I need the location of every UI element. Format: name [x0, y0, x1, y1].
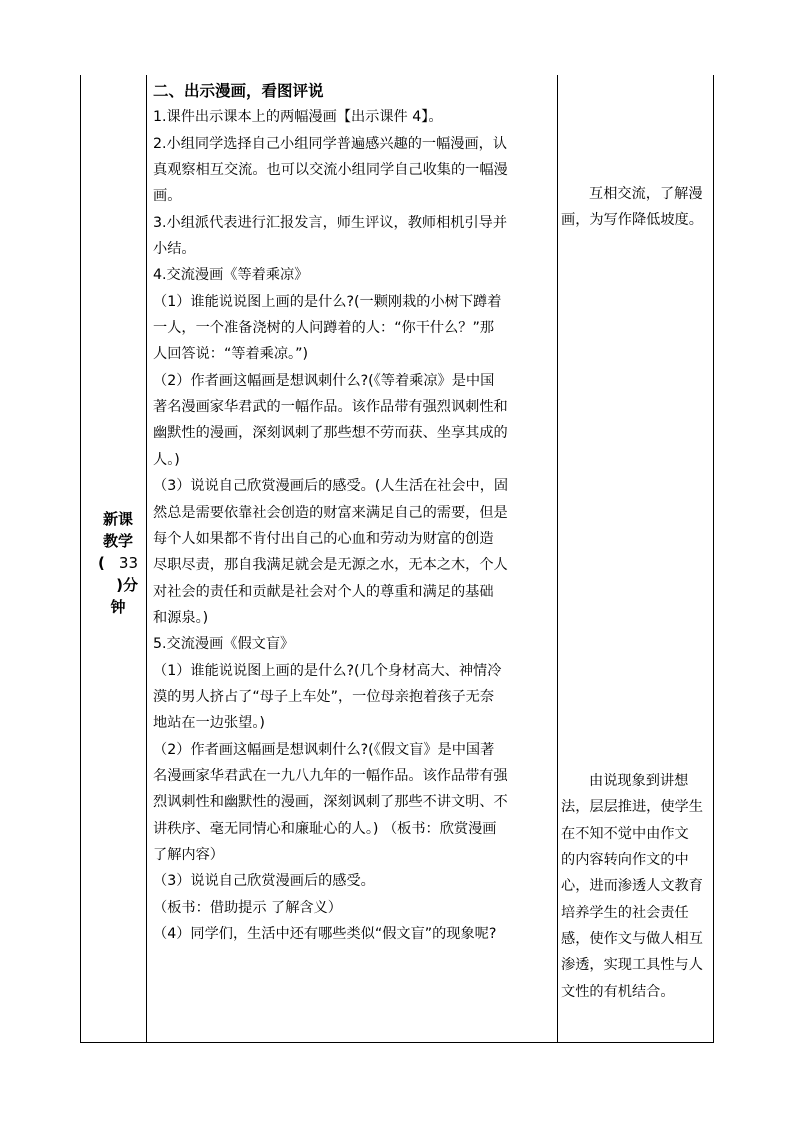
content-line: 著名漫画家华君武的一幅作品。该作品带有强烈讽刺性和 [153, 399, 508, 416]
content-line: 1.课件出示课本上的两幅漫画【出示课件 4】。 [153, 109, 443, 126]
note-line: 培养学生的社会责任 [561, 904, 689, 921]
content-line: 然总是需要依靠社会创造的财富来满足自己的需要，但是 [153, 504, 508, 521]
note-line: 的内容转向作文的中 [561, 852, 689, 869]
content-line: 地站在一边张望。) [153, 715, 265, 732]
table-divider-2 [557, 75, 558, 1043]
note-line: 文性的有机结合。 [561, 983, 675, 1000]
content-line: （2）作者画这幅画是想讽刺什么?(《假文盲》是中国著 [153, 741, 495, 758]
content-line: 5.交流漫画《假文盲》 [153, 636, 295, 653]
table-border-left [80, 75, 81, 1043]
note-line: 互相交流，了解漫 [589, 186, 703, 202]
teaching-content [153, 78, 553, 947]
content-line: 真观察相互交流。也可以交流小组同学自己收集的一幅漫 [153, 162, 508, 179]
content-line: 3.小组派代表进行汇报发言，师生评议，教师相机引导并 [153, 214, 508, 231]
section-heading: 二、出示漫画，看图评说 [153, 82, 324, 100]
content-line: （2）作者画这幅画是想讽刺什么?(《等着乘凉》是中国 [153, 372, 495, 389]
note-line: 感，使作文与做人相互 [561, 931, 703, 948]
note-line: 由说现象到讲想 [589, 773, 689, 789]
content-line: （1）谁能说说图上画的是什么?(一颗刚栽的小树下蹲着 [153, 293, 502, 310]
content-line: 小结。 [153, 241, 196, 258]
note-line: 在不知不觉中由作文 [561, 825, 689, 842]
content-line: （4）同学们，生活中还有哪些类似“假文盲”的现象呢? [153, 926, 497, 942]
design-intent-note-2 [561, 768, 714, 1005]
content-line: 人。) [153, 451, 180, 468]
content-line: 画。 [153, 188, 182, 205]
content-line: 4.交流漫画《等着乘凉》 [153, 267, 309, 284]
content-line: 了解内容） [153, 846, 224, 863]
section-label-line: 钟 [110, 598, 126, 616]
design-intent-note-1 [561, 181, 714, 234]
table-divider-1 [146, 75, 147, 1043]
content-line: 幽默性的漫画，深刻讽刺了那些想不劳而获、坐享其成的 [153, 425, 508, 442]
section-label-line: 33 [118, 554, 138, 572]
content-line: 人回答说：“等着乘凉。”) [153, 346, 309, 363]
content-line: 2.小组同学选择自己小组同学普遍感兴趣的一幅漫画，认 [153, 135, 508, 152]
table-border-bottom [80, 1042, 714, 1043]
content-line: 一人，一个准备浇树的人问蹲着的人：“你干什么？”那 [153, 320, 495, 337]
section-label-line: )分 [116, 576, 138, 594]
content-line: 名漫画家华君武在一九八九年的一幅作品。该作品带有强 [153, 767, 508, 784]
section-label-duration [98, 552, 138, 574]
section-label-line: ( [98, 554, 105, 572]
content-line: （3）说说自己欣赏漫画后的感受。 [153, 873, 375, 890]
content-line: 每个人如果都不肯付出自己的心血和劳动为财富的创造 [153, 530, 494, 547]
content-line: 和源泉。) [153, 609, 209, 626]
note-line: 法，层层推进，使学生 [561, 799, 703, 816]
section-label-line: 新课 [102, 510, 133, 528]
note-line: 心，进而渗透人文教育 [561, 878, 703, 895]
note-line: 画，为写作降低坡度。 [561, 212, 703, 229]
section-label [98, 508, 138, 618]
section-label-line: 教学 [102, 532, 133, 550]
note-line: 渗透，实现工具性与人 [561, 957, 703, 974]
content-line: （板书：借助提示 了解含义） [153, 899, 342, 916]
content-line: 对社会的责任和贡献是社会对个人的尊重和满足的基础 [153, 583, 494, 600]
content-line: 漠的男人挤占了“母子上车处”，一位母亲抱着孩子无奈 [153, 688, 495, 705]
content-line: 尽职尽责，那自我满足就会是无源之水，无本之木，个人 [153, 557, 508, 574]
content-line: 讲秩序、毫无同情心和廉耻心的人。) （板书：欣赏漫画 [153, 820, 497, 837]
content-line: （1）谁能说说图上画的是什么?(几个身材高大、神情冷 [153, 662, 502, 679]
content-line: 烈讽刺性和幽默性的漫画，深刻讽刺了那些不讲文明、不 [153, 794, 508, 811]
content-line: （3）说说自己欣赏漫画后的感受。(人生活在社会中，固 [153, 478, 509, 495]
